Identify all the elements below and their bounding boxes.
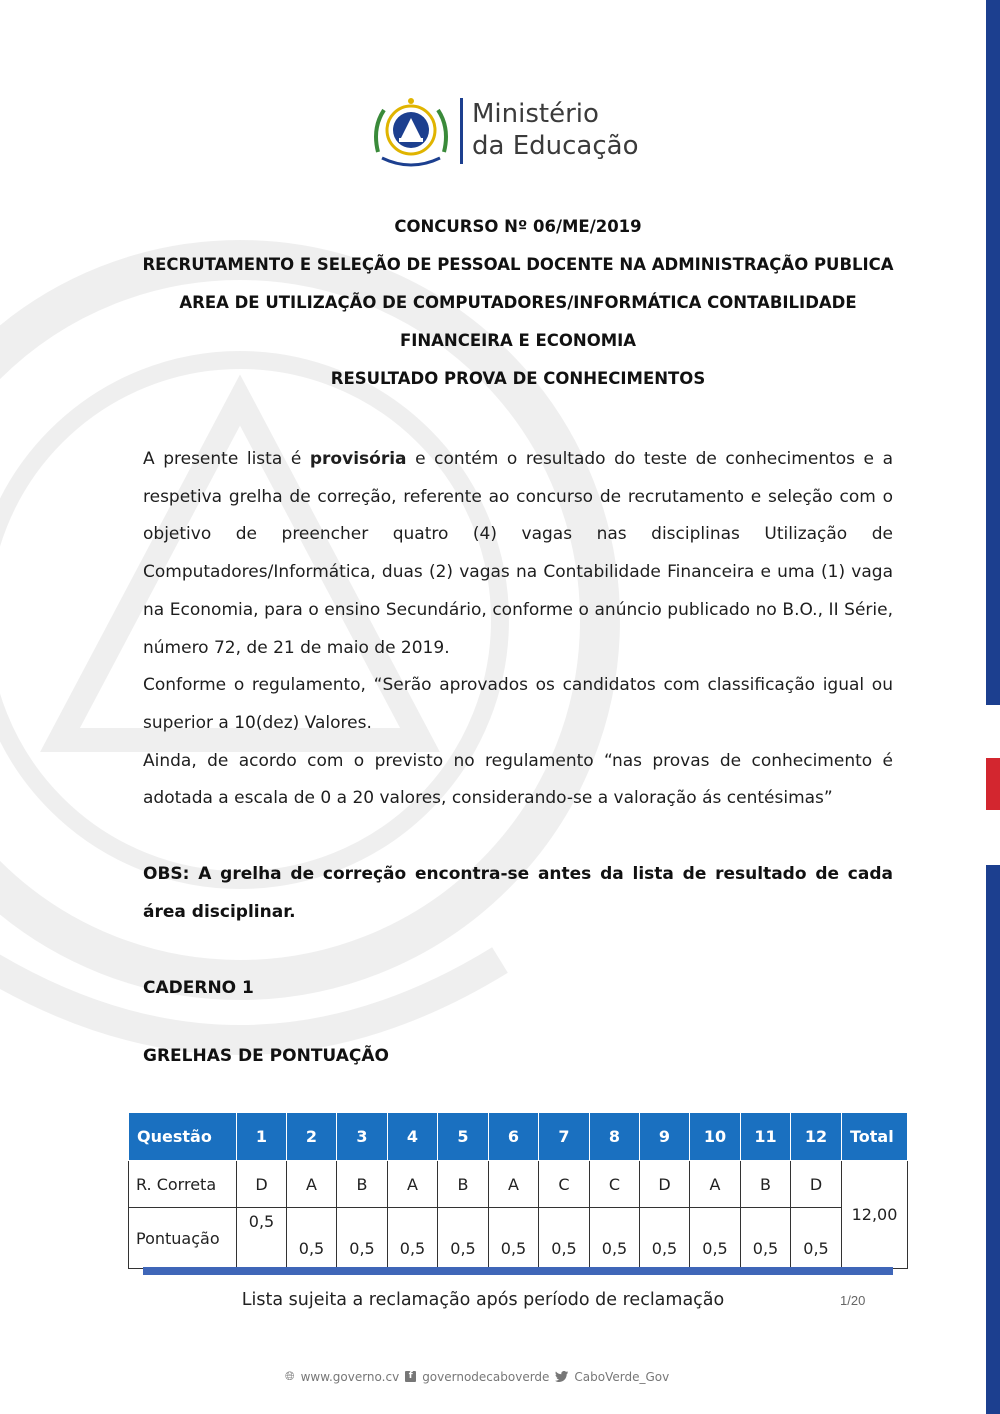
answer-cell: B — [337, 1161, 388, 1208]
points-cell: 0,5 — [741, 1208, 791, 1269]
points-cell: 0,5 — [640, 1208, 690, 1269]
answer-cell: C — [539, 1161, 590, 1208]
side-bar-red — [986, 758, 1000, 810]
points-cell: 0,5 — [237, 1208, 287, 1269]
answer-cell: A — [388, 1161, 438, 1208]
answer-cell: A — [287, 1161, 337, 1208]
points-cell: 0,5 — [337, 1208, 388, 1269]
globe-icon: 🌐︎ — [285, 1369, 295, 1383]
header-q10: 10 — [690, 1113, 741, 1161]
total-value: 12,00 — [842, 1161, 908, 1269]
side-bar-blue-top — [986, 0, 1000, 705]
twitter-icon — [555, 1371, 568, 1382]
title-recrutamento: RECRUTAMENTO E SELEÇÃO DE PESSOAL DOCENTE NA ADMINISTRAÇÃO PUBLICA — [142, 255, 894, 274]
body-text — [143, 441, 893, 818]
social-links — [285, 1369, 669, 1384]
table-header-row — [129, 1113, 908, 1161]
facebook-link[interactable]: governodecaboverde — [422, 1369, 550, 1384]
points-cell: 0,5 — [489, 1208, 539, 1269]
coat-of-arms-icon — [368, 92, 454, 172]
ministry-logo — [368, 92, 668, 172]
footer-note: Lista sujeita a reclamação após período de reclamação — [241, 1290, 725, 1310]
page-number: 1/20 — [840, 1293, 866, 1308]
intro-text-a: A presente lista é — [143, 449, 310, 469]
header-q1: 1 — [237, 1113, 287, 1161]
table-row-points — [129, 1208, 908, 1269]
row-label-points: Pontuação — [129, 1208, 237, 1269]
table-row-answers — [129, 1161, 908, 1208]
points-cell: 0,5 — [438, 1208, 489, 1269]
row-label-answers: R. Correta — [129, 1161, 237, 1208]
header-q11: 11 — [741, 1113, 791, 1161]
answer-cell: D — [791, 1161, 842, 1208]
logo-line-2: da Educação — [472, 131, 639, 161]
paragraph-regulation: Conforme o regulamento, “Serão aprovados os candidatos com classificação igual ou superior a 10(dez) Valores. — [143, 675, 893, 733]
footer-divider — [143, 1267, 893, 1275]
title-concurso: CONCURSO Nº 06/ME/2019 — [394, 217, 642, 236]
points-cell: 0,5 — [287, 1208, 337, 1269]
scoring-grid-table — [128, 1112, 908, 1269]
header-question: Questão — [129, 1113, 237, 1161]
website-link[interactable]: www.governo.cv — [300, 1369, 400, 1384]
points-cell: 0,5 — [539, 1208, 590, 1269]
header-q3: 3 — [337, 1113, 388, 1161]
answer-cell: B — [438, 1161, 489, 1208]
side-bar-blue-bottom — [986, 865, 1000, 1414]
title-resultado: RESULTADO PROVA DE CONHECIMENTOS — [330, 369, 706, 388]
answer-cell: B — [741, 1161, 791, 1208]
header-q6: 6 — [489, 1113, 539, 1161]
answer-cell: D — [237, 1161, 287, 1208]
points-cell: 0,5 — [388, 1208, 438, 1269]
header-total: Total — [842, 1113, 908, 1161]
obs-note: OBS: A grelha de correção encontra-se antes da lista de resultado de cada área disciplinar. — [143, 864, 893, 922]
logo-line-1: Ministério — [472, 99, 599, 129]
header-q9: 9 — [640, 1113, 690, 1161]
header-q5: 5 — [438, 1113, 489, 1161]
answer-cell: D — [640, 1161, 690, 1208]
provisional-emphasis: provisória — [309, 449, 407, 469]
logo-divider — [460, 98, 463, 164]
facebook-icon: f — [405, 1371, 416, 1382]
points-cell: 0,5 — [791, 1208, 842, 1269]
caderno-heading: CADERNO 1 — [143, 978, 254, 998]
answer-cell: C — [590, 1161, 640, 1208]
document-titles — [140, 208, 896, 398]
title-area: AREA DE UTILIZAÇÃO DE COMPUTADORES/INFORMÁTICA CONTABILIDADE — [179, 293, 857, 312]
paragraph-intro — [143, 441, 893, 667]
header-q7: 7 — [539, 1113, 590, 1161]
header-q8: 8 — [590, 1113, 640, 1161]
answer-cell: A — [690, 1161, 741, 1208]
header-q12: 12 — [791, 1113, 842, 1161]
intro-text-b: e contém o resultado do teste de conhecimentos e a respetiva grelha de correção, referente ao concurso de recrutamento e seleção com o objetivo de preencher quatro (4) vagas nas disciplinas Utilização de Computadores/Informática, duas (2) vagas na Contabilidade Financeira e uma (1) vaga na Economia, para o ensino Secundário, conforme o anúncio publicado no B.O., II Série, número 72, de 21 de maio de 2019. — [143, 449, 894, 658]
points-cell: 0,5 — [590, 1208, 640, 1269]
points-cell: 0,5 — [690, 1208, 741, 1269]
paragraph-scale: Ainda, de acordo com o previsto no regulamento “nas provas de conhecimento é adotada a escala de 0 a 20 valores, considerando-se a valoração ás centésimas” — [143, 750, 893, 809]
ministry-name — [472, 98, 638, 162]
grelhas-heading: GRELHAS DE PONTUAÇÃO — [143, 1046, 389, 1066]
title-financeira: FINANCEIRA E ECONOMIA — [399, 331, 637, 350]
header-q4: 4 — [388, 1113, 438, 1161]
header-q2: 2 — [287, 1113, 337, 1161]
answer-cell: A — [489, 1161, 539, 1208]
twitter-link[interactable]: CaboVerde_Gov — [574, 1369, 670, 1384]
